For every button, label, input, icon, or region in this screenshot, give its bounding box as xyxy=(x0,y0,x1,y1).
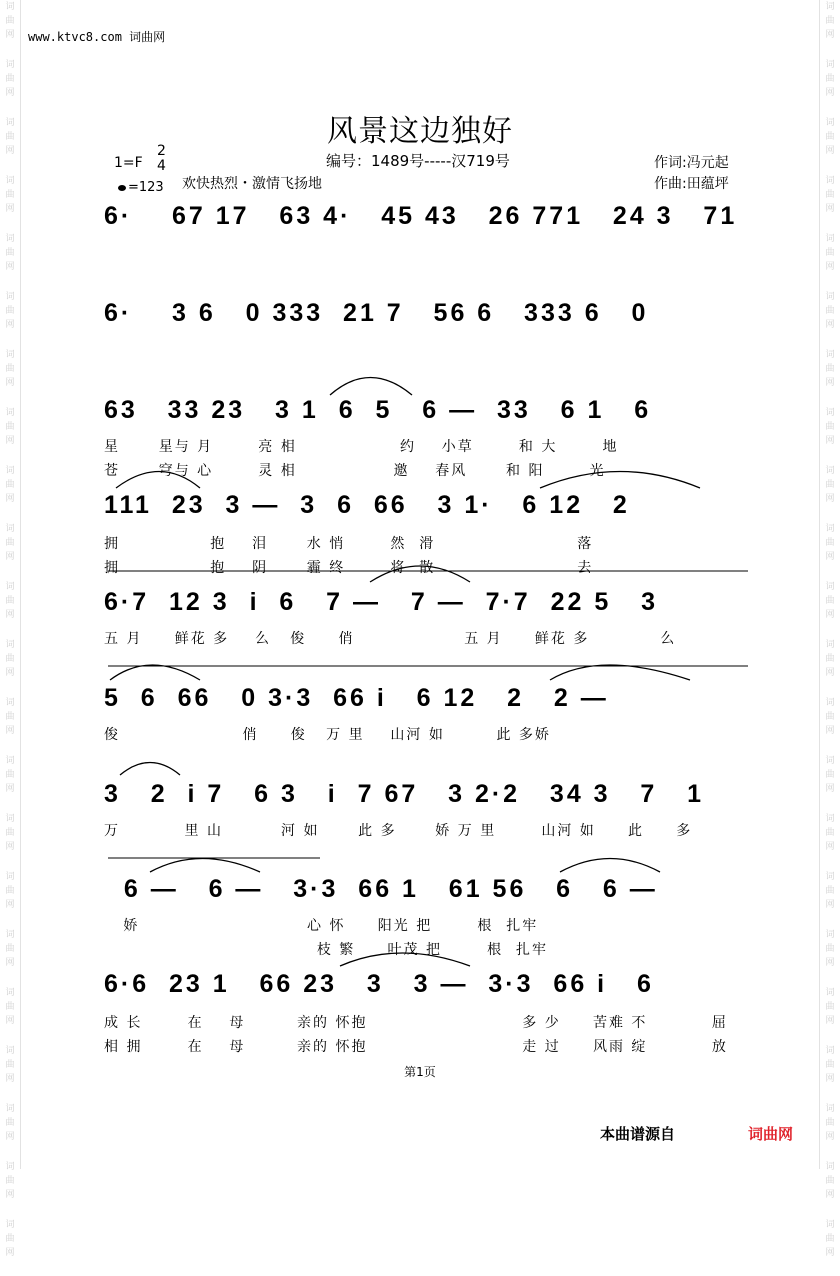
source-label: 本曲谱源自 xyxy=(600,1125,676,1143)
watermark-char: 词 xyxy=(825,118,835,128)
watermark-char: 曲 xyxy=(825,248,835,258)
watermark-char: 网 xyxy=(825,958,835,968)
watermark-char: 网 xyxy=(825,262,835,272)
watermark-char: 网 xyxy=(5,88,15,98)
watermark-char: 词 xyxy=(825,408,835,418)
watermark-char: 曲 xyxy=(825,1002,835,1012)
watermark-char: 曲 xyxy=(5,480,15,490)
watermark-char: 曲 xyxy=(825,306,835,316)
watermark-char: 词 xyxy=(825,872,835,882)
watermark-char: 曲 xyxy=(825,828,835,838)
notation-line: 6 — 6 — 3·3 66 1 61 56 6 6 — xyxy=(104,875,658,903)
watermark-char: 网 xyxy=(5,610,15,620)
song-title: 风景这边独好 xyxy=(327,114,513,149)
watermark-char: 网 xyxy=(5,1074,15,1084)
lyricist: 作词:冯元起 xyxy=(654,155,729,171)
watermark-char: 词 xyxy=(5,350,15,360)
watermark-char: 词 xyxy=(825,1220,835,1230)
watermark-char: 网 xyxy=(5,726,15,736)
staff-row xyxy=(104,875,764,958)
watermark-char: 词 xyxy=(5,466,15,476)
watermark-char: 网 xyxy=(825,668,835,678)
time-bottom: 4 xyxy=(157,158,166,174)
watermark-char: 网 xyxy=(5,146,15,156)
watermark-char: 词 xyxy=(825,814,835,824)
watermark-char: 网 xyxy=(825,204,835,214)
watermark-char: 词 xyxy=(5,1220,15,1230)
staff-row xyxy=(104,780,764,839)
watermark-char: 曲 xyxy=(825,364,835,374)
watermark-char: 网 xyxy=(5,320,15,330)
watermark-char: 曲 xyxy=(5,770,15,780)
watermark-char: 曲 xyxy=(825,480,835,490)
lyric-line-1: 万 里 山 河 如 此 多 娇 万 里 山河 如 此 多 xyxy=(104,823,693,839)
watermark-char: 网 xyxy=(5,378,15,388)
watermark-char: 网 xyxy=(5,262,15,272)
left-watermark-strip xyxy=(3,0,17,1276)
watermark-char: 词 xyxy=(5,640,15,650)
watermark-char: 网 xyxy=(825,1132,835,1142)
watermark-char: 曲 xyxy=(5,16,15,26)
watermark-char: 曲 xyxy=(825,16,835,26)
watermark-char: 词 xyxy=(5,1046,15,1056)
watermark-char: 词 xyxy=(5,118,15,128)
watermark-char: 词 xyxy=(825,1162,835,1172)
staff-row xyxy=(104,491,764,576)
lyric-line-2: 苍 穹与 心 灵 相 邀 春风 和 阳 光 xyxy=(104,463,606,479)
watermark-char: 曲 xyxy=(825,596,835,606)
watermark-char: 网 xyxy=(5,1190,15,1200)
watermark-char: 词 xyxy=(825,292,835,302)
composer: 作曲:田蕴坪 xyxy=(654,176,729,192)
watermark-char: 词 xyxy=(825,524,835,534)
watermark-char: 曲 xyxy=(825,1118,835,1128)
watermark-char: 网 xyxy=(825,784,835,794)
watermark-char: 曲 xyxy=(5,828,15,838)
staff-row xyxy=(104,299,764,339)
notation-line: 5 6 66 0 3·3 66 i 6 12 2 2 — xyxy=(104,684,609,712)
lyric-line-2: 拥 抱 阴 霾 终 将 散 去 xyxy=(104,560,594,576)
watermark-char: 曲 xyxy=(825,74,835,84)
watermark-char: 词 xyxy=(5,1162,15,1172)
watermark-char: 网 xyxy=(5,552,15,562)
watermark-char: 网 xyxy=(825,494,835,504)
watermark-char: 曲 xyxy=(5,1002,15,1012)
notation-line: 3 2 i 7 6 3 i 7 67 3 2·2 34 3 7 1 xyxy=(104,780,705,808)
watermark-char: 词 xyxy=(5,60,15,70)
lyric-line-1: 星 星与 月 亮 相 约 小草 和 大 地 xyxy=(104,439,619,455)
watermark-char: 词 xyxy=(5,408,15,418)
watermark-char: 曲 xyxy=(5,886,15,896)
watermark-char: 词 xyxy=(5,176,15,186)
watermark-char: 词 xyxy=(5,524,15,534)
watermark-char: 网 xyxy=(825,900,835,910)
watermark-char: 词 xyxy=(5,2,15,12)
time-signature xyxy=(157,144,166,174)
mood-marking: 欢快热烈・激情飞扬地 xyxy=(182,176,322,192)
watermark-char: 词 xyxy=(5,930,15,940)
watermark-char: 网 xyxy=(5,494,15,504)
watermark-char: 词 xyxy=(825,466,835,476)
watermark-char: 词 xyxy=(825,60,835,70)
watermark-char: 网 xyxy=(825,610,835,620)
watermark-char: 网 xyxy=(825,552,835,562)
watermark-char: 词 xyxy=(5,582,15,592)
watermark-char: 词 xyxy=(825,930,835,940)
watermark-char: 网 xyxy=(5,958,15,968)
watermark-char: 网 xyxy=(825,1248,835,1258)
right-watermark-strip xyxy=(823,0,837,1276)
watermark-char: 曲 xyxy=(5,248,15,258)
watermark-char: 曲 xyxy=(825,654,835,664)
watermark-char: 网 xyxy=(825,30,835,40)
watermark-char: 网 xyxy=(825,1016,835,1026)
staff-row xyxy=(104,396,764,479)
watermark-char: 曲 xyxy=(5,538,15,548)
watermark-char: 网 xyxy=(825,436,835,446)
lyric-line-2: 相 拥 在 母 亲的 怀抱 走 过 风雨 绽 放 xyxy=(104,1039,728,1055)
watermark-char: 网 xyxy=(5,30,15,40)
watermark-char: 词 xyxy=(825,640,835,650)
watermark-char: 词 xyxy=(5,234,15,244)
watermark-char: 词 xyxy=(5,872,15,882)
watermark-char: 曲 xyxy=(825,1234,835,1244)
watermark-char: 曲 xyxy=(5,712,15,722)
score-code: 编号：1489号-----汉719号 xyxy=(326,152,510,170)
watermark-char: 网 xyxy=(5,1248,15,1258)
watermark-char: 词 xyxy=(825,1104,835,1114)
lyric-line-2: 枝 繁 叶茂 把 根 扎牢 xyxy=(104,942,549,958)
lyric-line-1: 拥 抱 泪 水 悄 然 滑 落 xyxy=(104,536,594,552)
notation-line: 6·7 12 3 i 6 7 — 7 — 7·7 22 5 3 xyxy=(104,588,659,616)
watermark-char: 曲 xyxy=(5,1176,15,1186)
watermark-char: 词 xyxy=(825,350,835,360)
watermark-char: 曲 xyxy=(825,712,835,722)
watermark-char: 网 xyxy=(825,88,835,98)
watermark-char: 曲 xyxy=(825,1176,835,1186)
staff-row xyxy=(104,588,764,647)
notation-line: 63 33 23 3 1 6 5 6 — 33 6 1 6 xyxy=(104,396,652,424)
watermark-char: 曲 xyxy=(825,1060,835,1070)
brand-link[interactable]: 词曲网 xyxy=(748,1125,794,1143)
lyric-line-1: 成 长 在 母 亲的 怀抱 多 少 苦难 不 屈 xyxy=(104,1015,728,1031)
watermark-char: 词 xyxy=(825,2,835,12)
watermark-char: 网 xyxy=(5,204,15,214)
watermark-char: 曲 xyxy=(825,422,835,432)
watermark-char: 网 xyxy=(825,146,835,156)
lyric-line-1: 五 月 鲜花 多 么 俊 俏 五 月 鲜花 多 么 xyxy=(104,631,677,647)
watermark-char: 曲 xyxy=(825,132,835,142)
watermark-char: 网 xyxy=(825,378,835,388)
time-top: 2 xyxy=(157,143,166,159)
watermark-char: 网 xyxy=(5,784,15,794)
watermark-char: 词 xyxy=(5,292,15,302)
watermark-char: 网 xyxy=(825,320,835,330)
watermark-char: 网 xyxy=(825,1190,835,1200)
staff-row xyxy=(104,202,764,242)
watermark-char: 曲 xyxy=(825,538,835,548)
watermark-char: 曲 xyxy=(825,886,835,896)
watermark-char: 网 xyxy=(825,842,835,852)
watermark-char: 网 xyxy=(5,436,15,446)
watermark-char: 词 xyxy=(825,176,835,186)
watermark-char: 网 xyxy=(5,842,15,852)
tempo-mark xyxy=(118,180,164,195)
notation-line: 111 23 3 — 3 6 66 3 1· 6 12 2 xyxy=(104,491,630,519)
watermark-char: 网 xyxy=(825,726,835,736)
watermark-char: 词 xyxy=(5,1104,15,1114)
tempo-value: =123 xyxy=(128,180,164,195)
watermark-char: 曲 xyxy=(5,132,15,142)
lyric-line-1: 俊 俏 俊 万 里 山河 如 此 多娇 xyxy=(104,727,551,743)
watermark-char: 曲 xyxy=(825,770,835,780)
watermark-char: 曲 xyxy=(825,944,835,954)
watermark-char: 曲 xyxy=(5,596,15,606)
watermark-char: 曲 xyxy=(5,422,15,432)
watermark-char: 网 xyxy=(825,1074,835,1084)
watermark-char: 曲 xyxy=(5,306,15,316)
watermark-char: 曲 xyxy=(825,190,835,200)
watermark-char: 词 xyxy=(825,582,835,592)
watermark-char: 词 xyxy=(5,698,15,708)
page-number: 第1页 xyxy=(404,1065,436,1079)
watermark-char: 词 xyxy=(825,234,835,244)
notation-line: 6·6 23 1 66 23 3 3 — 3·3 66 i 6 xyxy=(104,970,654,998)
watermark-char: 曲 xyxy=(5,190,15,200)
watermark-char: 曲 xyxy=(5,944,15,954)
watermark-char: 词 xyxy=(5,756,15,766)
watermark-char: 词 xyxy=(825,756,835,766)
watermark-char: 网 xyxy=(5,1132,15,1142)
watermark-char: 网 xyxy=(5,668,15,678)
lyric-line-1: 娇 心 怀 阳光 把 根 扎牢 xyxy=(104,918,539,934)
staff-row xyxy=(104,970,764,1055)
watermark-char: 词 xyxy=(5,814,15,824)
key-signature: 1=F xyxy=(114,155,143,171)
watermark-char: 曲 xyxy=(5,1234,15,1244)
watermark-char: 网 xyxy=(5,1016,15,1026)
notation-line: 6· 3 6 0 333 21 7 56 6 333 6 0 xyxy=(104,299,649,327)
watermark-char: 词 xyxy=(825,698,835,708)
site-watermark[interactable]: www.ktvc8.com 词曲网 xyxy=(28,30,166,44)
staff-row xyxy=(104,684,764,743)
watermark-char: 网 xyxy=(5,900,15,910)
quarter-note-icon xyxy=(118,185,126,191)
watermark-char: 曲 xyxy=(5,364,15,374)
watermark-char: 词 xyxy=(5,988,15,998)
watermark-char: 曲 xyxy=(5,654,15,664)
watermark-char: 词 xyxy=(825,1046,835,1056)
notation-line: 6· 67 17 63 4· 45 43 26 771 24 3 71 xyxy=(104,202,738,230)
watermark-char: 曲 xyxy=(5,74,15,84)
watermark-char: 曲 xyxy=(5,1118,15,1128)
watermark-char: 曲 xyxy=(5,1060,15,1070)
watermark-char: 词 xyxy=(825,988,835,998)
